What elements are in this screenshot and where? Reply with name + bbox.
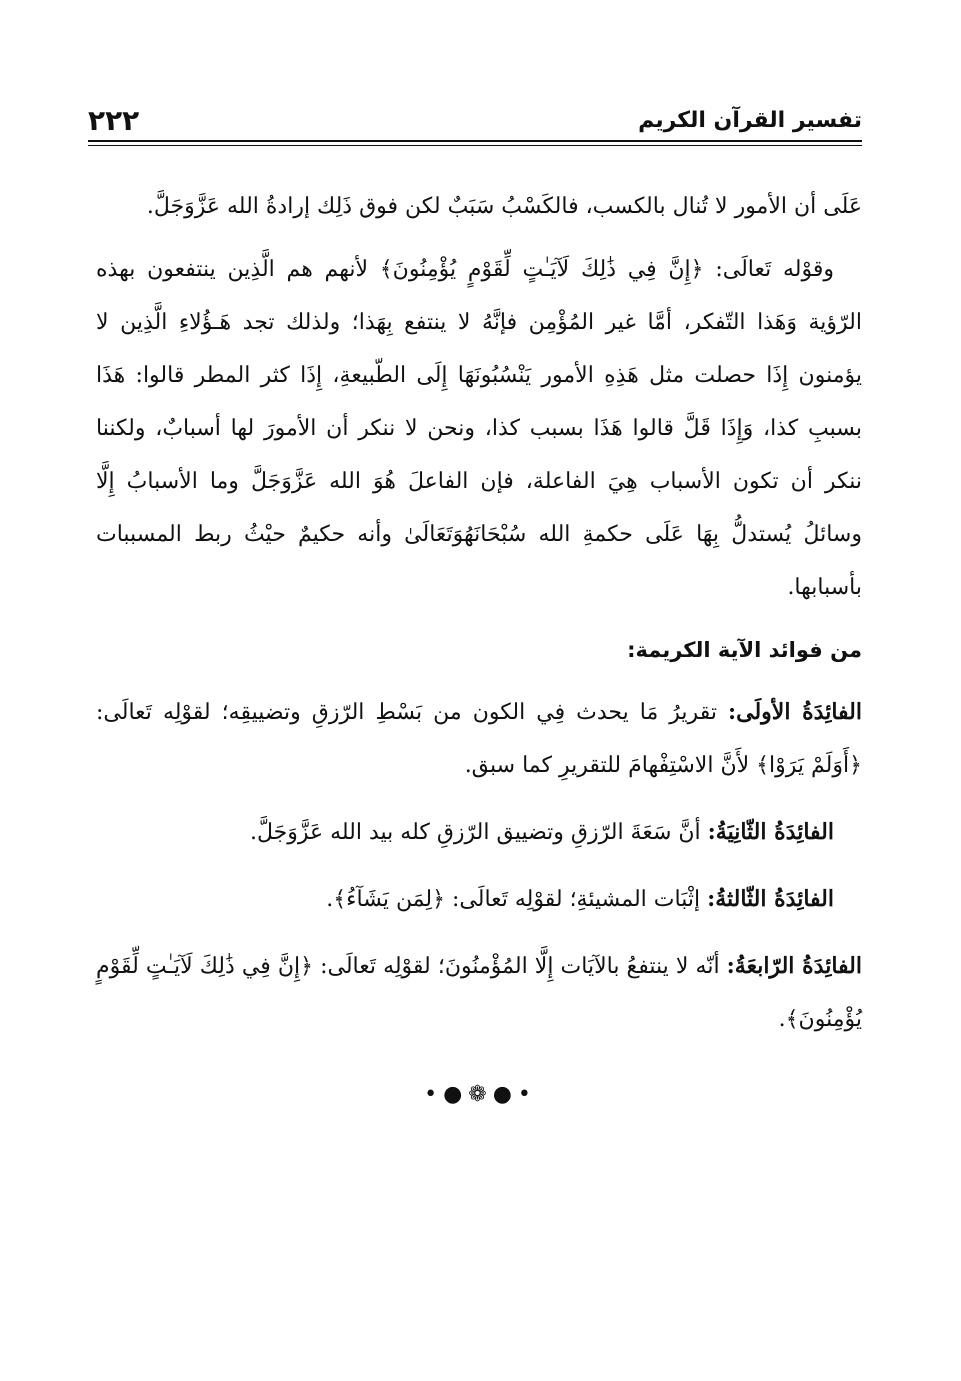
- benefit-text: إثْبَات المشيئةِ؛ لقوْلِه تَعالَى: ﴿لِمَن يَشَآءُ﴾.: [326, 887, 708, 912]
- benefit-label: الفائِدَةُ الثّانِيَةُ:: [707, 819, 834, 845]
- benefit-item: [96, 806, 862, 859]
- benefit-label: الفائِدَةُ الرّابعَةُ:: [726, 953, 862, 979]
- section-heading: من فوائد الآية الكريمة:: [627, 638, 862, 662]
- paragraph: وقوْله تَعالَى: ﴿إِنَّ فِي ذَٰلِكَ لَآيَـٰتٍ لِّقَوْمٍ يُؤْمِنُونَ﴾ لأنهم هم الَّذِين ينتفعون بهذه الرّؤية وَهَذا التّفكر، أمَّا غير المُؤْمِن فإنَّهُ لا ينتفع بِهَذا؛ ولذلك تجد هَـؤُلاءِ الَّذِين لا يؤمنون إِذَا حصلت مثل هَذِهِ الأمور يَنْسُبُونَهَا إِلَى الطّبيعةِ، إِذَا كثر المطر قالوا: هَذَا بسببِ كذا، وَإِذَا قَلَّ قالوا هَذَا بسبب كذا، ونحن لا ننكر أن الأمورَ لها أسبابٌ، ولكننا ننكر أن تكون الأسباب هِيَ الفاعلة، فإن الفاعلَ هُوَ الله عَزَّوَجَلَّ وما الأسبابُ إِلَّا وسائلُ يُستدلُّ بِهَا عَلَى حكمةِ الله سُبْحَانَهُوَتَعَالَىٰ وأنه حكيمٌ حيْثُ ربط المسببات بأسبابها.: [96, 257, 862, 600]
- benefit-text: أنّه لا ينتفعُ بالآيَات إِلَّا المُؤْمنُونَ؛ لقوْلِه تَعالَى: ﴿إِنَّ فِي ذَٰلِكَ لَآيَـٰتٍ لِّقَوْمٍ يُؤْمِنُونَ﴾.: [96, 954, 862, 1032]
- benefit-item: [96, 940, 862, 1046]
- benefit-item: [96, 686, 862, 792]
- page-header: [88, 104, 862, 142]
- book-title: تفسير القرآن الكريم: [638, 108, 862, 133]
- benefit-text: أنَّ سَعَةَ الرّزقِ وتضييق الرّزقِ كله بيد الله عَزَّوَجَلَّ.: [249, 820, 708, 845]
- page-number: ٢٢٢: [88, 104, 140, 137]
- page-body: [96, 180, 862, 1060]
- benefit-text: تقريرُ مَا يحدث فِي الكون من بَسْطِ الرّزقِ وتضييقِه؛ لقوْلِه تَعالَى: ﴿أَوَلَمْ يَرَوْا﴾ لأَنَّ الاسْتِفْهامَ للتقريرِ كما سبق.: [96, 700, 862, 778]
- paragraph: عَلَى أن الأمور لا تُنال بالكسب، فالكَسْبُ سَبَبٌ لكن فوق ذَلِك إرادةُ الله عَزَّوَجَلَّ.: [146, 194, 862, 219]
- benefit-label: الفائِدَةُ الأولَى:: [728, 699, 863, 725]
- benefit-label: الفائِدَةُ الثّالثةُ:: [707, 886, 834, 912]
- ornament-divider: •●❁●•: [424, 1082, 537, 1107]
- benefit-item: [96, 873, 862, 926]
